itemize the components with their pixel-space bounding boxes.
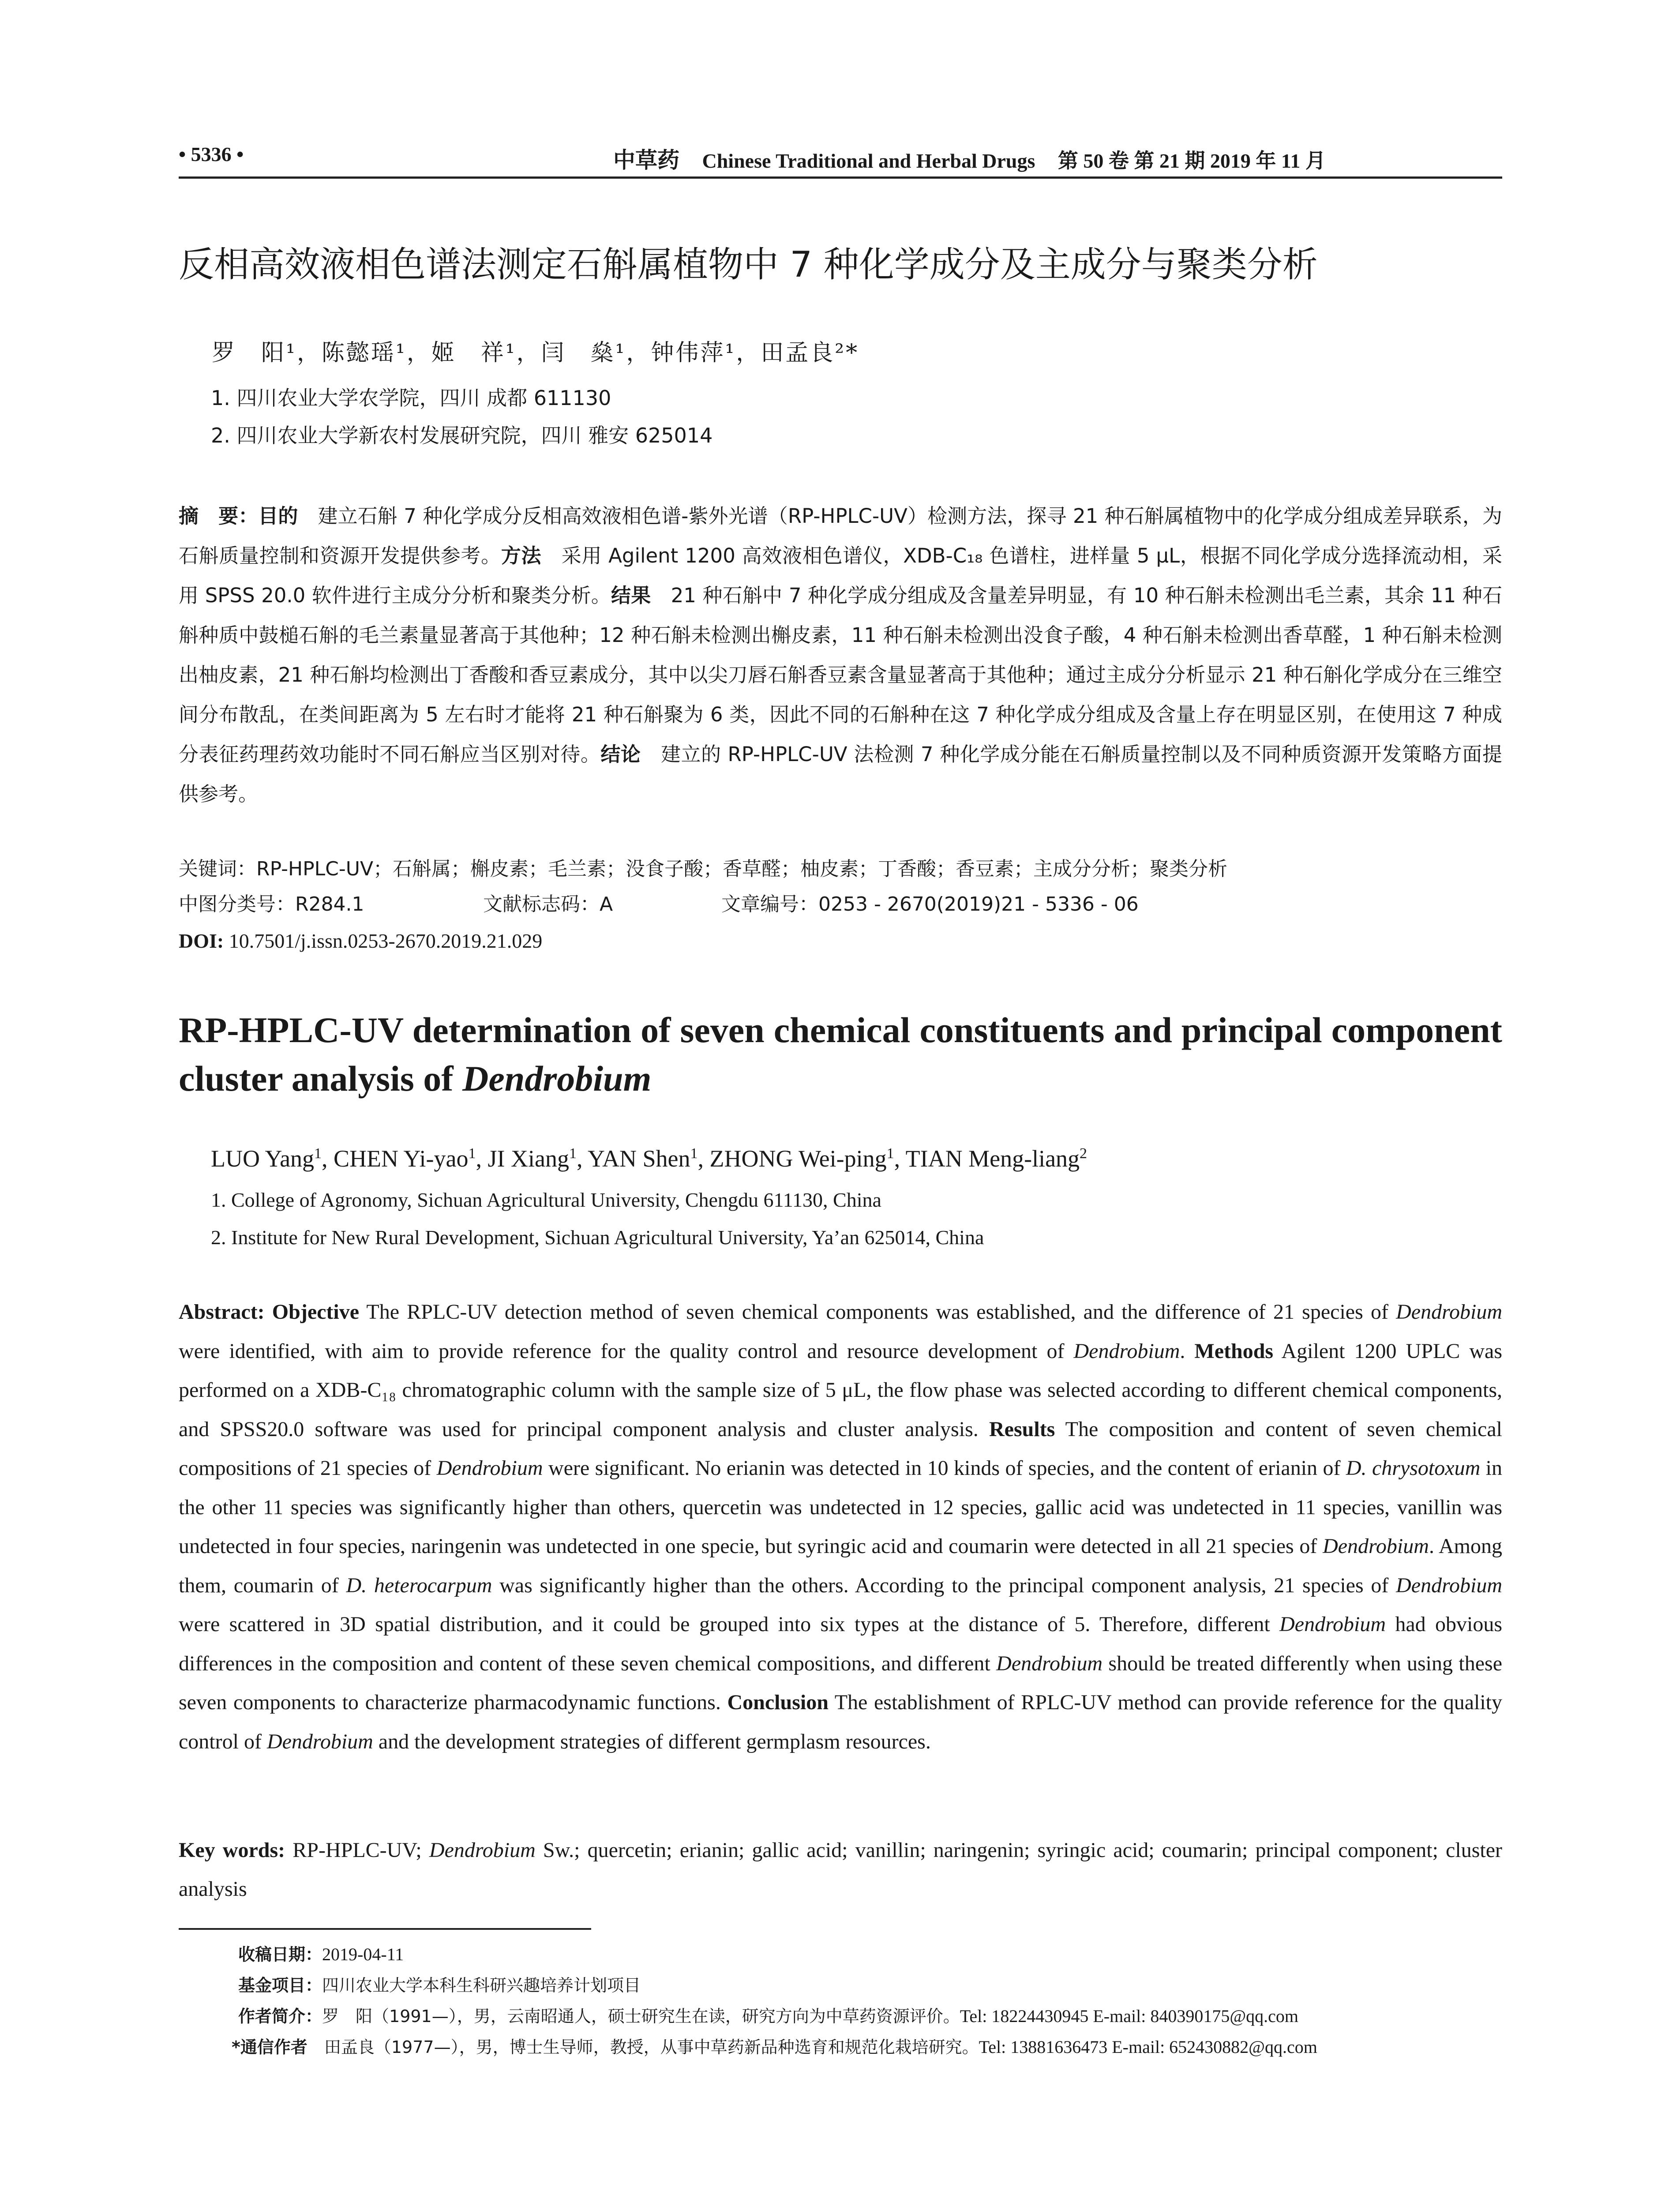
footnote-corresponding xyxy=(232,2034,1498,2060)
footnote-author xyxy=(238,2003,1504,2030)
affiliation-en-2: 2. Institute for New Rural Development, Sichuan Agricultural University, Ya’an 625014, China xyxy=(211,1226,984,1249)
genus-italic: Dendrobium xyxy=(1396,1573,1503,1597)
genus-italic: Dendrobium xyxy=(429,1838,536,1862)
abstract-cn-label: 摘 要： xyxy=(179,504,259,528)
objective-en: The RPLC-UV detection method of seven chemical components was established, and the difference of 21 species of xyxy=(359,1300,1396,1324)
results-en: were scattered in 3D spatial distribution, and it could be grouped into six types at the distance of 5. Therefore, different xyxy=(179,1613,1280,1636)
results-en: should be treated differently when using these seven components to characterize pharmacodynamic functions. xyxy=(179,1651,1503,1714)
genus-italic: Dendrobium xyxy=(266,1730,373,1753)
results-en: had obvious differences in the composition and content of these seven chemical compositions, and different xyxy=(179,1613,1502,1675)
objective-cn-label: 目的 xyxy=(258,504,298,528)
author-en: CHEN Yi-yao$^1$ xyxy=(334,1145,476,1172)
title-en-text: RP-HPLC-UV determination of seven chemical constituents and principal component cluster analysis of xyxy=(179,1010,1502,1099)
corresponding-label: *通信作者 xyxy=(232,2037,308,2057)
title-cn: 反相高效液相色谱法测定石斛属植物中 7 种化学成分及主成分与聚类分析 xyxy=(179,244,1318,285)
genus-italic: Dendrobium xyxy=(1396,1300,1502,1324)
keywords-cn: 关键词：RP-HPLC-UV；石斛属；槲皮素；毛兰素；没食子酸；香草醛；柚皮素；丁香酸；香豆素；主成分分析；聚类分析 xyxy=(179,858,1228,880)
genus-italic: Dendrobium xyxy=(996,1651,1103,1675)
genus-italic: Dendrobium xyxy=(1279,1613,1386,1636)
received-date: 2019-04-11 xyxy=(322,1944,404,1964)
methods-en: Agilent 1200 UPLC was performed on a XDB-C₁₈ chromatographic column with the sample size of 5 μL, the flow phase was selected according to different chemical components, and SPSS20.0 software was used for principal component analysis and cluster analysis. xyxy=(179,1339,1502,1441)
author-en: JI Xiang$^1$ xyxy=(488,1145,577,1172)
keywords-en xyxy=(179,1831,1502,1909)
conclusion-cn-label: 结论 xyxy=(600,743,641,766)
results-en: in the other 11 species was significantly higher than others, quercetin was undetected in 12 species, gallic acid was undetected in 11 species, vanillin was undetected in four species, naringenin was undetected in one specie, but syringic acid and coumarin were detected in all 21 species of xyxy=(179,1456,1502,1558)
footnote-received xyxy=(238,1941,1504,1968)
page-number: • 5336 • xyxy=(179,143,244,165)
results-cn: 21 种石斛中 7 种化学成分组成及含量差异明显，有 10 种石斛未检测出毛兰素，其余 11 种石斛种质中鼓槌石斛的毛兰素量显著高于其他种；12 种石斛未检测出槲皮素，11 种石斛未检测出没食子酸，4 种石斛未检测出香草醛，1 种石斛未检测出柚皮素，21 种石斛均检测出丁香酸和香豆素成分，其中以尖刀唇石斛香豆素含量显著高于其他种；通过主成分分析显示 21 种石斛化学成分在三维空间分布散乱，在类间距离为 5 左右时才能将 21 种石斛聚为 6 类，因此不同的石斛种在这 7 种化学成分组成及含量上存在明显区别，在使用这 7 种成分表征药理药效功能时不同石斛应当区别对待。 xyxy=(179,584,1502,766)
received-label: 收稿日期： xyxy=(238,1945,322,1964)
keywords-en-text: RP-HPLC-UV; xyxy=(285,1838,429,1862)
header-rule xyxy=(179,176,1502,179)
corresponding-bio: 田孟良（1977—），男，博士生导师，教授，从事中草药新品种选育和规范化栽培研究。 xyxy=(307,2037,979,2057)
conclusion-en-label: Conclusion xyxy=(727,1691,829,1714)
doi-label: DOI: xyxy=(179,930,224,952)
journal-name-en: Chinese Traditional and Herbal Drugs xyxy=(702,150,1035,172)
fund-text: 四川农业大学本科生科研兴趣培养计划项目 xyxy=(322,1976,641,1995)
objective-cn: 建立石斛 7 种化学成分反相高效液相色谱-紫外光谱（RP-HPLC-UV）检测方法，探寻 21 种石斛属植物中的化学成分组成差异联系，为石斛质量控制和资源开发提供参考。 xyxy=(179,504,1502,567)
affiliation-cn-1: 1. 四川农业大学农学院，四川 成都 611130 xyxy=(211,386,611,410)
keywords-en-label: Key words: xyxy=(179,1838,285,1862)
results-cn-label: 结果 xyxy=(611,584,651,607)
journal-name-cn: 中草药 xyxy=(613,148,679,173)
methods-cn: 采用 Agilent 1200 高效液相色谱仪，XDB-C₁₈ 色谱柱，进样量 5 μL，根据不同化学成分选择流动相，采用 SPSS 20.0 软件进行主成分分析和聚类分析。 xyxy=(179,544,1502,607)
article-number: 文章编号：0253 - 2670(2019)21 - 5336 - 06 xyxy=(721,893,1139,915)
genus-italic: Dendrobium xyxy=(1323,1534,1429,1558)
footnote-rule xyxy=(179,1928,591,1930)
footnote-fund xyxy=(238,1972,1504,1999)
keywords-en-text: Sw.; quercetin; erianin; gallic acid; vanillin; naringenin; syringic acid; coumarin; principal component; cluster analysis xyxy=(179,1838,1502,1901)
abstract-cn xyxy=(179,496,1502,814)
genus-italic: Dendrobium xyxy=(436,1456,543,1480)
corresponding-contact: Tel: 13881636473 E-mail: 652430882@qq.com xyxy=(979,2037,1317,2057)
objective-en-label: Objective xyxy=(272,1300,360,1324)
author-en: TIAN Meng-liang$^2$ xyxy=(905,1145,1088,1172)
issue-info: 第 50 卷 第 21 期 2019 年 11 月 xyxy=(1058,150,1326,172)
results-en: was significantly higher than the others. According to the principal component analysis, 21 species of xyxy=(492,1573,1396,1597)
conclusion-cn: 建立的 RP-HPLC-UV 法检测 7 种化学成分能在石斛质量控制以及不同种质资源开发策略方面提供参考。 xyxy=(179,743,1502,806)
doi-line xyxy=(179,926,542,957)
title-en-genus: Dendrobium xyxy=(462,1058,652,1099)
running-header xyxy=(179,139,1502,174)
author-en: YAN Shen$^1$ xyxy=(587,1145,698,1172)
author-bio: 罗 阳（1991—），男，云南昭通人，硕士研究生在读，研究方向为中草药资源评价。 xyxy=(322,2007,960,2026)
clc-number: 中图分类号：R284.1 xyxy=(179,893,364,915)
species-italic: D. chrysotoxum xyxy=(1346,1456,1481,1480)
title-en xyxy=(179,1006,1502,1103)
results-en: The composition and content of seven chemical compositions of 21 species of xyxy=(179,1417,1503,1480)
author-bio-label: 作者简介： xyxy=(238,2007,322,2026)
journal-name xyxy=(613,143,1326,174)
fund-label: 基金项目： xyxy=(238,1976,322,1995)
genus-italic: Dendrobium xyxy=(1073,1339,1180,1363)
abstract-en xyxy=(179,1293,1502,1761)
author-contact: Tel: 18224430945 E-mail: 840390175@qq.com xyxy=(960,2006,1299,2026)
authors-en: LUO Yang$^1$, CHEN Yi-yao$^1$, JI Xiang$^1$, YAN Shen$^1$, ZHONG Wei-ping$^1$, TIAN Meng-liang$^2$ xyxy=(211,1145,1088,1172)
results-en: were significant. No erianin was detected in 10 kinds of species, and the content of erianin of xyxy=(543,1456,1346,1480)
affiliation-cn-2: 2. 四川农业大学新农村发展研究院，四川 雅安 625014 xyxy=(211,424,713,447)
affiliation-en-1: 1. College of Agronomy, Sichuan Agricultural University, Chengdu 611130, China xyxy=(211,1189,881,1211)
doi-link[interactable]: 10.7501/j.issn.0253-2670.2019.21.029 xyxy=(224,930,543,952)
document-code: 文献标志码：A xyxy=(483,893,613,915)
methods-en-label: Methods xyxy=(1194,1339,1274,1363)
results-en-label: Results xyxy=(989,1417,1055,1441)
objective-en: were identified, with aim to provide reference for the quality control and resource development of xyxy=(179,1339,1074,1363)
author-en: LUO Yang$^1$ xyxy=(211,1145,322,1172)
authors-cn: 罗 阳¹，陈懿瑶¹，姬 祥¹，闫 燊¹，钟伟萍¹，田孟良²* xyxy=(212,340,859,366)
author-en: ZHONG Wei-ping$^1$ xyxy=(709,1145,894,1172)
objective-en: . xyxy=(1180,1339,1185,1363)
conclusion-en: The establishment of RPLC-UV method can provide reference for the quality control of xyxy=(179,1691,1503,1753)
species-italic: D. heterocarpum xyxy=(346,1573,492,1597)
conclusion-en: and the development strategies of different germplasm resources. xyxy=(373,1730,931,1753)
classification-line xyxy=(179,889,1502,920)
abstract-en-label: Abstract: xyxy=(179,1300,265,1324)
results-en: . Among them, coumarin of xyxy=(179,1534,1502,1597)
methods-cn-label: 方法 xyxy=(501,544,542,567)
